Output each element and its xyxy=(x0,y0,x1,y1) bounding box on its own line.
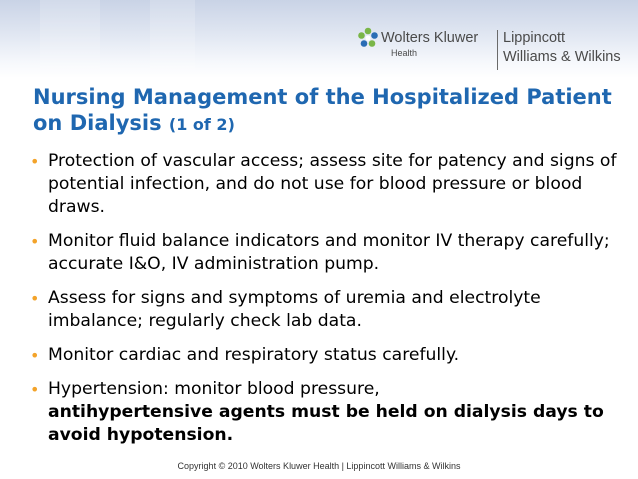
wolters-kluwer-logo-icon xyxy=(357,27,379,49)
bullet-text: Hypertension: monitor blood pressure, xyxy=(48,379,380,399)
williams-wilkins-wordmark: Williams & Wilkins xyxy=(503,49,621,65)
slide-title-text: Nursing Management of the Hospitalized Patient on Dialysis xyxy=(33,85,612,135)
bullet-item-hypertension xyxy=(30,378,630,447)
bullet-dot-icon: • xyxy=(30,232,40,251)
bullet-text: Assess for signs and symptoms of uremia and electrolyte imbalance; regularly check lab data. xyxy=(48,288,541,331)
bullet-text: Monitor cardiac and respiratory status carefully. xyxy=(48,345,460,365)
slide-title xyxy=(33,84,623,138)
bullet-dot-icon: • xyxy=(30,152,40,171)
bullet-dot-icon: • xyxy=(30,346,40,365)
bullet-item-fluid-balance xyxy=(30,230,630,276)
bullet-dot-icon: • xyxy=(30,380,40,399)
bullet-item-cardiac-status xyxy=(30,344,630,367)
health-label: Health xyxy=(391,48,418,58)
slide-title-part-indicator: (1 of 2) xyxy=(168,115,235,134)
logo-divider xyxy=(497,30,498,70)
copyright-footer: Copyright © 2010 Wolters Kluwer Health | Lippincott Williams & Wilkins xyxy=(177,461,461,471)
bullet-text: Protection of vascular access; assess site for patency and signs of potential infection, and do not use for blood pressure or blood draws. xyxy=(48,151,617,217)
bullet-list xyxy=(30,150,630,447)
bullet-item-vascular-access xyxy=(30,150,630,219)
bullet-text: Monitor fluid balance indicators and monitor IV therapy carefully; accurate I&O, IV administration pump. xyxy=(48,231,610,274)
lippincott-wordmark: Lippincott xyxy=(503,30,566,46)
bullet-bold-warning: antihypertensive agents must be held on dialysis days to avoid hypotension. xyxy=(48,402,604,445)
bullet-dot-icon: • xyxy=(30,289,40,308)
bullet-item-uremia xyxy=(30,287,630,333)
wolters-kluwer-wordmark: Wolters Kluwer xyxy=(381,30,479,46)
